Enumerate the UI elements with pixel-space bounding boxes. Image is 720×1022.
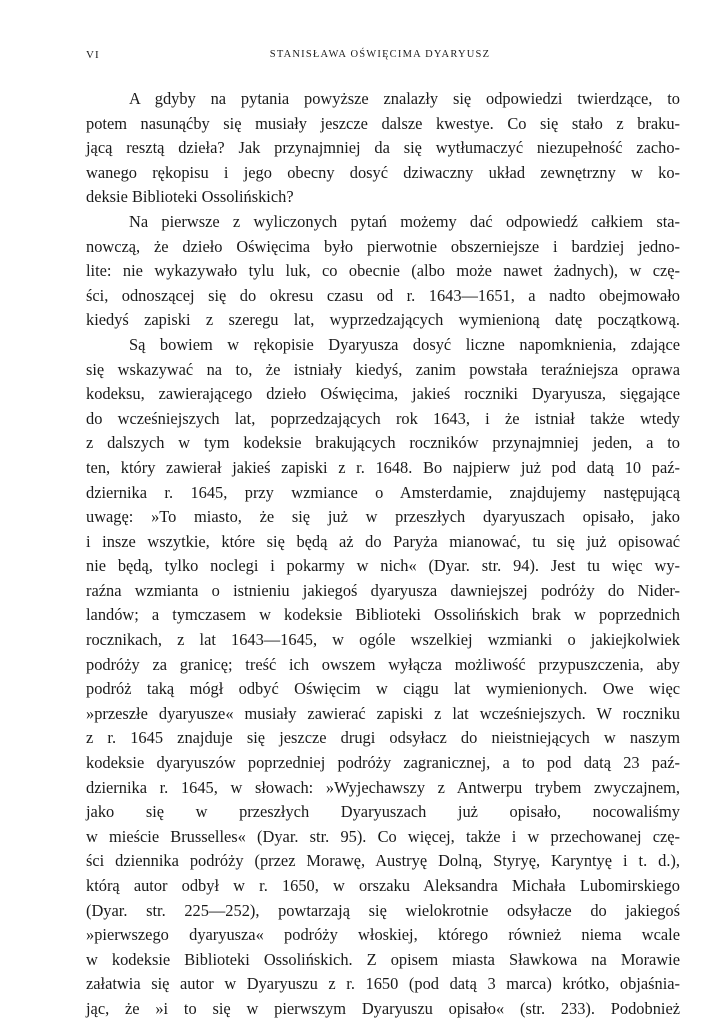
body-text [86, 87, 680, 1022]
text-line: załatwia się autor w Dyaryuszu z r. 1650 (pod datą 3 marca) krótko, objaśnia- [86, 974, 680, 994]
running-title: STANISŁAWA OŚWIĘCIMA DYARYUSZ [269, 49, 491, 60]
text-line: ści dziennika podróży (przez Morawę, Austryę Dolną, Styryę, Karyntyę i t. d.), [86, 851, 680, 871]
text-line: jącą resztą dzieła? Jak przynajmniej da się wytłumaczyć niezupełność zacho- [86, 138, 680, 158]
text-line: deksie Biblioteki Ossolińskich? [86, 187, 294, 207]
text-line: kodeksu, zawierającego dzieło Oświęcima, jakieś roczniki Dyaryusza, sięgające [86, 384, 680, 404]
text-line: uwagę: »To miasto, że się już w przeszłych dyaryuszach opisało, jako [86, 507, 680, 527]
text-line: nie będą, tylko noclegi i pokarmy w nich« (Dyar. str. 94). Jest tu więc wy- [86, 556, 680, 576]
text-line: kiedyś zapiski z szeregu lat, wyprzedzających wymienioną datę początkową. [86, 310, 680, 330]
text-line: dziernika r. 1645, w słowach: »Wyjechawszy z Antwerpu trybem zwyczajnem, [86, 777, 680, 797]
text-line: wanego rękopisu i jego obecny dosyć dziwaczny układ zewnętrzny w ko- [86, 162, 680, 182]
text-line: rocznikach, z lat 1643—1645, w ogóle wszelkiej wzmianki o jakiejkolwiek [86, 630, 680, 650]
text-line: w mieście Brusselles« (Dyar. str. 95). Co więcej, także i w przechowanej czę- [86, 826, 680, 846]
text-line: nowczą, że dzieło Oświęcima było pierwotnie obszerniejsze i bardziej jedno- [86, 236, 680, 256]
text-line: ten, który zawierał jakieś zapiski z r. 1648. Bo najpierw już pod datą 10 paź- [86, 457, 680, 477]
text-line: którą autor odbył w r. 1650, w orszaku Aleksandra Michała Lubomirskiego [86, 876, 680, 895]
text-line: jąc, że »i to się w pierwszym Dyaryuszu opisało« (str. 233). Podobnież [86, 998, 680, 1018]
text-line: dziernika r. 1645, przy wzmiance o Amsterdamie, znajdujemy następującą [86, 482, 680, 502]
text-line: »pierwszego dyaryusza« podróży włoskiej, którego również niema wcale [86, 925, 680, 945]
text-line: »przeszłe dyaryusze« musiały zawierać zapiski z lat wcześniejszych. W roczniku [86, 703, 680, 723]
text-line: i insze wszytkie, które się będą aż do Paryża mianować, tu się już opisować [86, 531, 680, 551]
page-number: VI [86, 49, 100, 61]
text-line: ści, odnoszącej się do okresu czasu od r. 1643—1651, a nadto obejmowało [86, 285, 680, 305]
text-line: landów; a tymczasem w kodeksie Biblioteki Ossolińskich brak w poprzednich [86, 605, 680, 625]
text-line: Są bowiem w rękopisie Dyaryusza dosyć liczne napomknienia, zdające [129, 334, 680, 354]
text-line: podróż taką mógł odbyć Oświęcim w ciągu lat wymienionych. Owe więc [86, 679, 680, 699]
text-line: A gdyby na pytania powyższe znalazły się odpowiedzi twierdzące, to [129, 89, 680, 108]
text-line: potem nasunąćby się musiały jeszcze dalsze kwestye. Co się stało z braku- [86, 113, 680, 133]
text-line: (Dyar. str. 225—252), powtarzają się wielokrotnie odsyłacze do jakiegoś [86, 900, 680, 920]
text-line: z dalszych w tym kodeksie brakujących roczników przynajmniej jeden, a to [86, 433, 680, 453]
text-line: raźna wzmianta o istnieniu jakiegoś dyaryusza dawniejszej podróży do Nider- [86, 580, 680, 600]
text-line: jako się w przeszłych Dyaryuszach już opisało, nocowaliśmy [86, 802, 680, 822]
text-line: w kodeksie Biblioteki Ossolińskich. Z opisem miasta Sławkowa na Morawie [86, 949, 680, 969]
text-line: lite: nie wykazywało tylu luk, co obecnie (albo może nawet żadnych), w czę- [86, 261, 680, 281]
text-line: Na pierwsze z wyliczonych pytań możemy dać odpowiedź całkiem sta- [129, 211, 680, 231]
text-line: z r. 1645 znajduje się jeszcze drugi odsyłacz do nieistniejących w naszym [86, 728, 680, 748]
text-line: do wcześniejszych lat, poprzedzających rok 1643, i że istniał także wtedy [86, 408, 680, 428]
text-line: się wskazywać na to, że istniały kiedyś, zanim powstała teraźniejsza oprawa [86, 359, 680, 379]
text-line: podróży za granicę; treść ich owszem wyłącza możliwość przypuszczenia, aby [86, 654, 680, 674]
text-line: kodeksie dyaryuszów poprzedniej podróży zagranicznej, a to pod datą 23 paź- [86, 753, 680, 773]
